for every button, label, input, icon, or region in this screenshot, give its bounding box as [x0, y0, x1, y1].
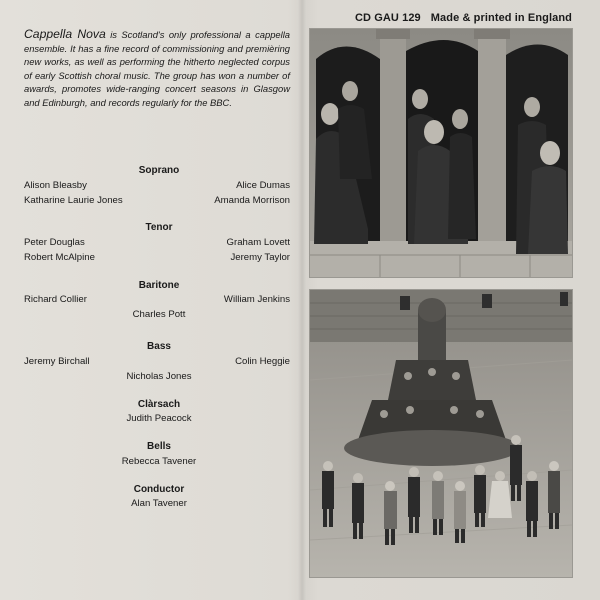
- credit-name: Rebecca Tavener: [121, 456, 197, 467]
- credit-name: Alice Dumas: [236, 180, 290, 191]
- credit-name: Alison Bleasby: [24, 180, 87, 191]
- credit-name: Richard Collier: [24, 294, 87, 305]
- credit-name: Nicholas Jones: [126, 371, 192, 382]
- credit-name: Amanda Morrison: [214, 195, 290, 206]
- credit-name: Katharine Laurie Jones: [24, 195, 123, 206]
- credit-name: Graham Lovett: [226, 237, 290, 248]
- section-title-bass: Bass: [147, 341, 171, 352]
- catalog-number: CD GAU 129: [354, 12, 421, 24]
- credit-name: Jeremy Taylor: [230, 252, 290, 263]
- credit-name: Jeremy Birchall: [24, 356, 90, 367]
- credit-name: Charles Pott: [132, 309, 186, 320]
- section-title-bells: Bells: [147, 441, 171, 452]
- credit-name: Judith Peacock: [126, 413, 192, 424]
- page-gutter: [298, 0, 306, 600]
- ensemble-name: Cappella Nova: [24, 27, 106, 41]
- cloister-group-photo: [309, 28, 573, 278]
- intro-paragraph: [24, 28, 290, 110]
- section-title-tenor: Tenor: [145, 222, 173, 233]
- intro-text: is Scotland's only professional a cappella ensemble. It has a fine record of commissioning and premièring new works, as well as performing the hitherto neglected corpus of early Scottish choral music. The group has won a number of awards, promotes wide-ranging concert seasons in Glasgow and Edinburgh, and records regularly for the BBC.: [24, 29, 290, 108]
- section-title-soprano: Soprano: [138, 165, 180, 176]
- section-title-conductor: Conductor: [133, 484, 185, 495]
- credit-name: Alan Tavener: [131, 498, 187, 509]
- credit-name: Peter Douglas: [24, 237, 85, 248]
- section-title-clarsach: Clàrsach: [137, 399, 181, 410]
- credit-name: William Jenkins: [223, 294, 290, 305]
- catalog-line: [345, 12, 572, 24]
- made-in-label: Made & printed in England: [430, 12, 572, 24]
- credit-name: Robert McAlpine: [24, 252, 95, 263]
- credit-name: Colin Heggie: [235, 356, 290, 367]
- fountain-group-photo: [309, 289, 573, 578]
- section-title-baritone: Baritone: [138, 280, 180, 291]
